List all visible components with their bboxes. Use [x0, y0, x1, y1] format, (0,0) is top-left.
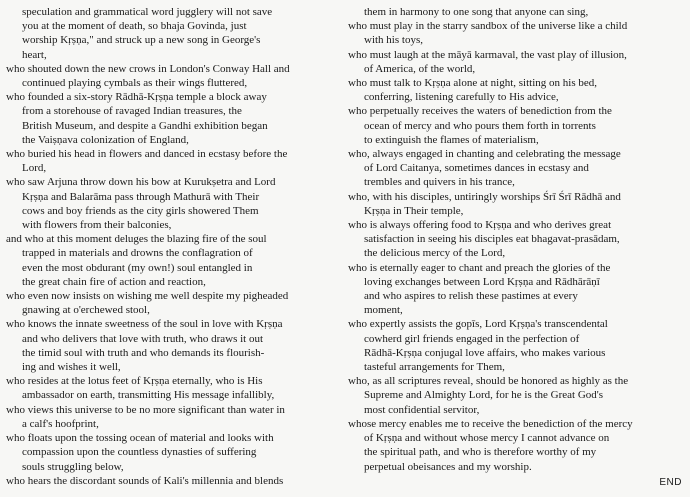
text-line: of Kṛṣṇa and without whose mercy I cannot advance on — [364, 432, 610, 445]
continued-text — [6, 5, 338, 62]
text-line: Kṛṣṇa and Balarāma pass through Mathurā with Their — [22, 190, 260, 203]
text-line: the delicious mercy of the Lord, — [364, 247, 506, 260]
verse — [6, 289, 338, 317]
verse — [348, 19, 685, 47]
text-line: whose mercy enables me to receive the benediction of the mercy — [348, 417, 633, 430]
verse — [348, 48, 685, 76]
verse — [6, 175, 338, 232]
text-line: most confidential servitor, — [364, 403, 480, 416]
text-line: the great chain fire of action and reaction, — [22, 275, 206, 288]
text-line: who must talk to Kṛṣṇa alone at night, sitting on his bed, — [348, 77, 598, 90]
text-line: who hears the discordant sounds of Kali's millennia and blends — [6, 474, 284, 487]
text-line: trapped in materials and drowns the conflagration of — [22, 247, 253, 260]
text-line: who must play in the starry sandbox of the universe like a child — [348, 20, 628, 33]
verse — [6, 474, 338, 488]
verse — [6, 90, 338, 147]
verse — [348, 190, 685, 218]
text-line: Supreme and Almighty Lord, for he is the Great God's — [364, 389, 604, 402]
text-line: compassion upon the countless dynasties of suffering — [22, 446, 257, 459]
text-line: trembles and quivers in his trance, — [364, 176, 515, 189]
text-line: cowherd girl friends engaged in the perfection of — [364, 332, 580, 345]
text-line: gnawing at o'erchewed stool, — [22, 304, 150, 317]
text-line: who buried his head in flowers and danced in ecstasy before the — [6, 148, 288, 161]
text-line: cows and boy friends as the city girls showered Them — [22, 204, 259, 217]
text-line: them in harmony to one song that anyone can sing, — [364, 6, 589, 18]
verse — [6, 403, 338, 431]
text-line: who knows the innate sweetness of the soul in love with Kṛṣṇa — [6, 318, 283, 331]
text-line: of Lord Caitanya, sometimes dances in ecstasy and — [364, 162, 589, 175]
text-line: worship Kṛṣṇa," and struck up a new song in George's — [22, 34, 261, 47]
verse — [348, 317, 685, 374]
verse — [6, 232, 338, 289]
text-line: satisfaction in seeing his disciples eat bhagavat-prasādam, — [364, 233, 620, 246]
text-line: with flowers from their balconies, — [22, 219, 172, 232]
verse — [6, 147, 338, 175]
text-line: the timid soul with truth and who demands its flourish- — [22, 346, 265, 359]
text-line: Lord, — [22, 162, 47, 175]
text-line: even the most obdurant (my own!) soul entangled in — [22, 261, 253, 274]
left-column — [6, 5, 338, 488]
text-line: souls struggling below, — [22, 460, 124, 473]
continued-text — [348, 5, 685, 19]
text-line: continued playing cymbals as their wings fluttered, — [22, 77, 248, 90]
verse — [348, 147, 685, 190]
text-line: who expertly assists the gopīs, Lord Kṛṣṇa's transcendental — [348, 318, 608, 331]
verse — [348, 218, 685, 261]
text-line: who views this universe to be no more significant than water in — [6, 403, 285, 416]
text-line: who perpetually receives the waters of benediction from the — [348, 105, 612, 118]
text-line: speculation and grammatical word jugglery will not save — [22, 6, 273, 18]
text-line: British Museum, and despite a Gandhi exhibition began — [22, 119, 268, 132]
text-line: the Vaiṣṇava colonization of England, — [22, 133, 189, 146]
text-line: who founded a six-story Rādhā-Kṛṣṇa temple a block away — [6, 91, 267, 104]
text-line: Rādhā-Kṛṣṇa conjugal love affairs, who makes various — [364, 346, 606, 359]
text-line: with his toys, — [364, 34, 423, 47]
text-line: tasteful arrangements for Them, — [364, 361, 505, 374]
text-line: to extinguish the flames of materialism, — [364, 133, 539, 146]
text-line: moment, — [364, 304, 403, 317]
end-label: END — [659, 477, 682, 488]
text-line: who shouted down the new crows in London's Conway Hall and — [6, 62, 290, 75]
text-line: who even now insists on wishing me well despite my pigheaded — [6, 290, 289, 303]
text-line: ing and wishes it well, — [22, 361, 121, 374]
verse — [348, 104, 685, 147]
text-line: conferring, listening carefully to His advice, — [364, 91, 559, 104]
verse — [6, 431, 338, 474]
text-line: of America, of the world, — [364, 62, 476, 75]
text-line: and who aspires to relish these pastimes at every — [364, 290, 578, 303]
text-line: Kṛṣṇa in Their temple, — [364, 204, 464, 217]
text-line: a calf's hoofprint, — [22, 417, 99, 430]
text-line: perpetual obeisances and my worship. — [364, 460, 532, 473]
text-line: who, as all scriptures reveal, should be honored as highly as the — [348, 375, 629, 388]
text-line: who is always offering food to Kṛṣṇa and who derives great — [348, 219, 612, 232]
text-line: the spiritual path, and who is therefore worthy of my — [364, 446, 597, 459]
text-line: who must laugh at the māyā karmaval, the vast play of illusion, — [348, 48, 627, 61]
verse — [348, 76, 685, 104]
text-line: you at the moment of death, so bhaja Govinda, just — [22, 20, 247, 33]
text-line: who, with his disciples, untiringly worships Śrī Śrī Rādhā and — [348, 190, 621, 203]
text-line: and who at this moment deluges the blazing fire of the soul — [6, 233, 267, 246]
text-line: ocean of mercy and who pours them forth in torrents — [364, 119, 596, 132]
verse — [6, 62, 338, 90]
verse — [6, 374, 338, 402]
text-line: who resides at the lotus feet of Kṛṣṇa eternally, who is His — [6, 375, 263, 388]
verse — [348, 374, 685, 417]
text-line: who floats upon the tossing ocean of material and looks with — [6, 432, 274, 445]
right-column — [348, 5, 685, 474]
verse — [348, 417, 685, 474]
text-line: from a storehouse of ravaged Indian treasures, the — [22, 105, 242, 118]
text-line: who is eternally eager to chant and preach the glories of the — [348, 261, 611, 274]
text-line: and who delivers that love with truth, who draws it out — [22, 332, 264, 345]
text-line: ambassador on earth, transmitting His message infallibly, — [22, 389, 275, 402]
text-line: who saw Arjuna throw down his bow at Kurukṣetra and Lord — [6, 176, 276, 189]
text-line: heart, — [22, 48, 47, 61]
text-line: who, always engaged in chanting and celebrating the message — [348, 148, 621, 161]
text-line: loving exchanges between Lord Kṛṣṇa and Rādhārāṇī — [364, 275, 600, 288]
verse — [6, 317, 338, 374]
verse — [348, 261, 685, 318]
